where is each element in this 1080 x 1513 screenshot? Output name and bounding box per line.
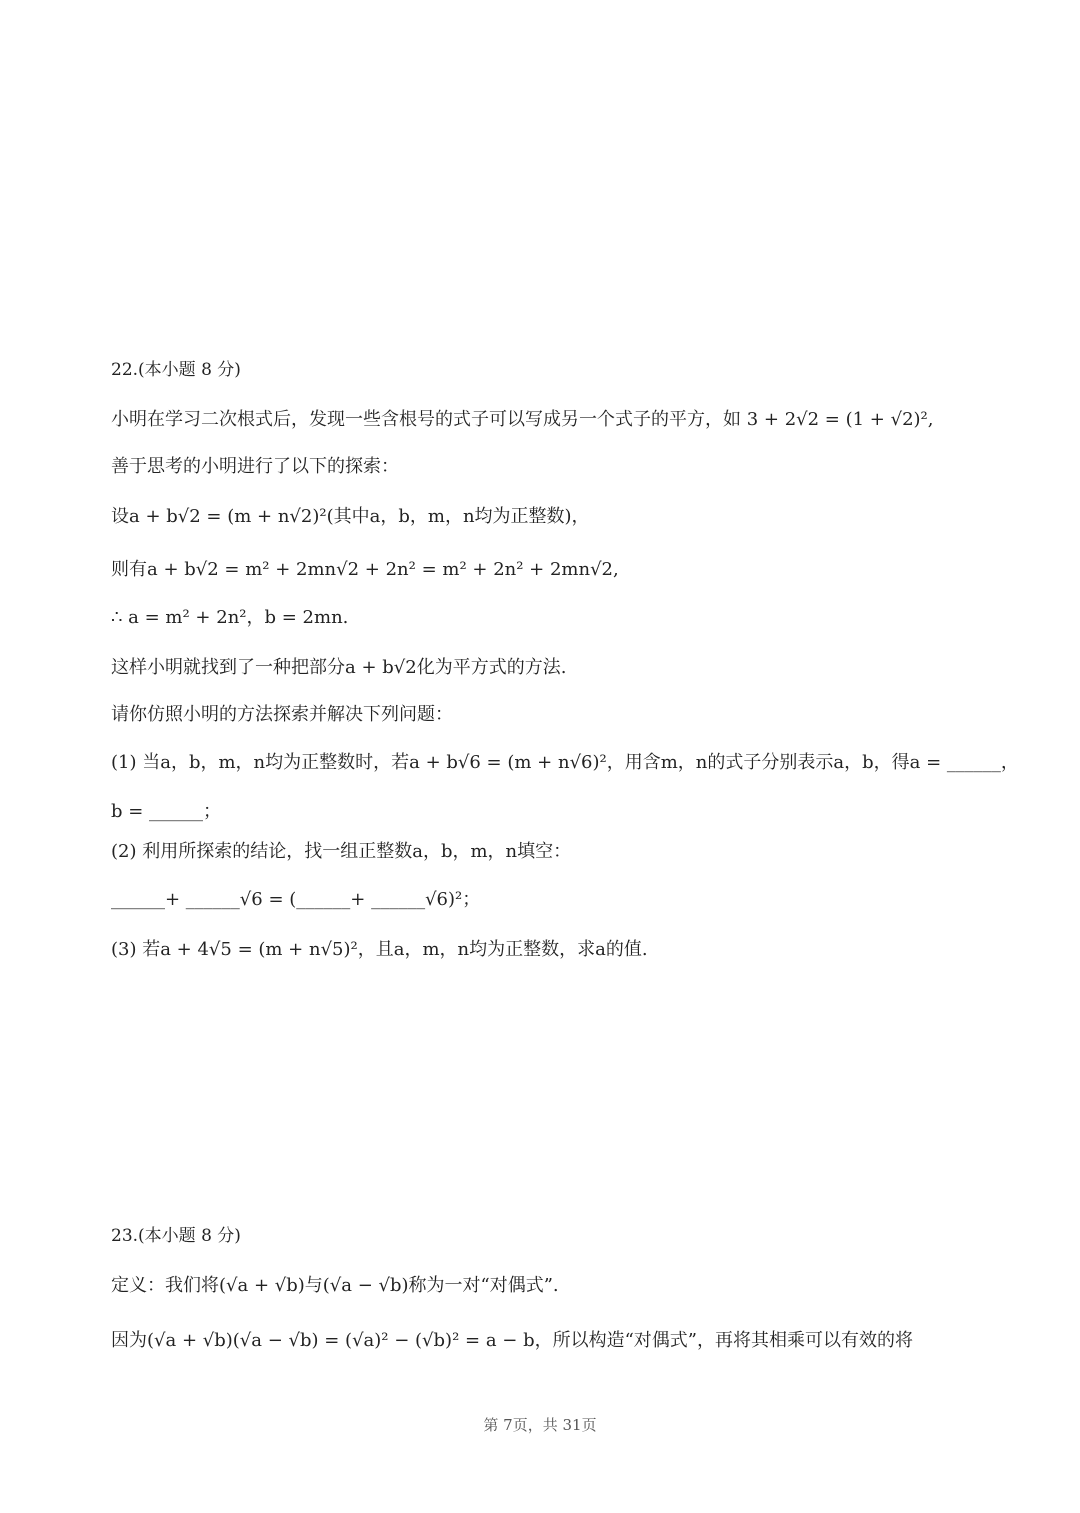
- question-22-prompt: 请你仿照小明的方法探索并解决下列问题：: [111, 704, 453, 725]
- question-23-heading: 23.(本小题 8 分): [111, 1226, 241, 1246]
- question-22-part-1: (1) 当a，b，m，n均为正整数时，若a + b√6 = (m + n√6)²，用含m，n的式子分别表示a，b，得a = ______，: [111, 752, 1019, 773]
- question-22-intro-line-1: 小明在学习二次根式后，发现一些含根号的式子可以写成另一个式子的平方，如 3 + 2√2 = (1 + √2)²,: [111, 409, 934, 430]
- question-22-part-1-continued: b = ______；: [111, 801, 222, 822]
- question-22-part-2: (2) 利用所探索的结论，找一组正整数a，b，m，n填空：: [111, 841, 572, 862]
- page-number-footer: 第 7页，共 31页: [483, 1416, 597, 1434]
- question-23-definition: 定义：我们将(√a + √b)与(√a − √b)称为一对“对偶式”.: [111, 1275, 559, 1296]
- question-22-intro-line-2: 善于思考的小明进行了以下的探索：: [111, 456, 399, 477]
- question-22-conclusion-step: ∴ a = m² + 2n²，b = 2mn.: [111, 607, 349, 628]
- question-22-expansion-step: 则有a + b√2 = m² + 2mn√2 + 2n² = m² + 2n² + 2mn√2,: [111, 559, 619, 580]
- question-23-reasoning: 因为(√a + √b)(√a − √b) = (√a)² − (√b)² = a − b，所以构造“对偶式”，再将其相乘可以有效的将: [111, 1330, 913, 1351]
- question-22-heading: 22.(本小题 8 分): [111, 360, 241, 380]
- question-22-part-3: (3) 若a + 4√5 = (m + n√5)²，且a，m，n均为正整数，求a的值.: [111, 939, 648, 960]
- question-22-summary: 这样小明就找到了一种把部分a + b√2化为平方式的方法.: [111, 657, 567, 678]
- question-22-setup-step: 设a + b√2 = (m + n√2)²(其中a，b，m，n均为正整数)，: [111, 506, 590, 527]
- question-22-part-2-blanks: ______+ ______√6 = (______+ ______√6)²；: [111, 889, 481, 910]
